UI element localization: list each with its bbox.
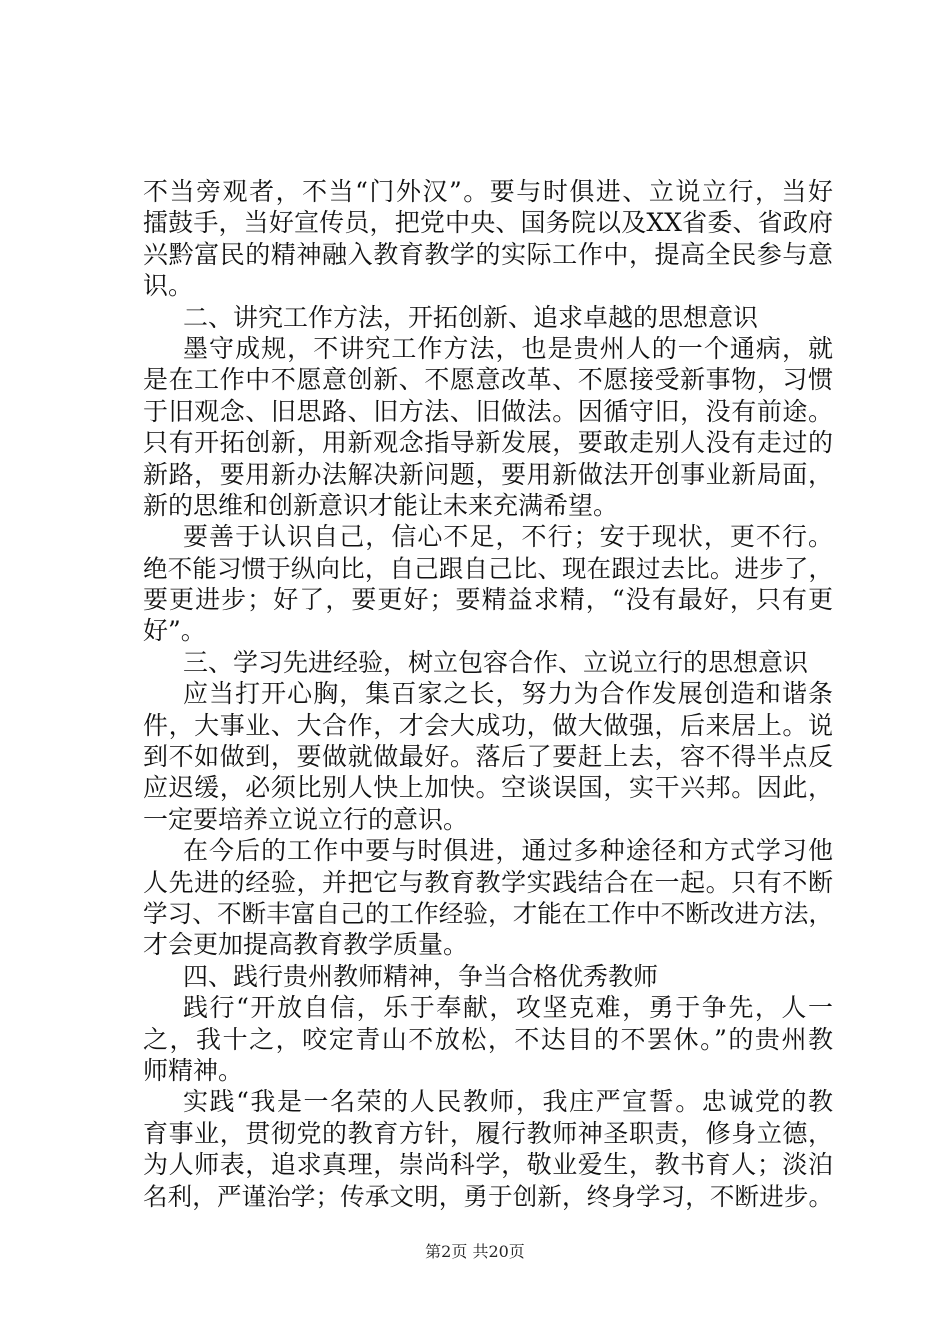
text-line: 于旧观念、旧思路、旧方法、旧做法。因循守旧，没有前途。 — [143, 396, 833, 426]
text-line: 二、讲究工作方法，开拓创新、追求卓越的思想意识 — [183, 302, 759, 332]
text-line: 到不如做到，要做就做最好。落后了要赶上去，容不得半点反 — [143, 742, 833, 772]
text-line: 只有开拓创新，用新观念指导新发展，要敢走别人没有走过的 — [143, 428, 833, 458]
text-line: 实践“我是一名荣的人民教师，我庄严宣誓。忠诚党的教 — [183, 1087, 833, 1117]
text-line: 之，我十之，咬定青山不放松，不达目的不罢休。”的贵州教 — [143, 1024, 833, 1054]
text-line: 识。 — [143, 271, 194, 301]
text-line: 墨守成规，不讲究工作方法，也是贵州人的一个通病，就 — [183, 333, 833, 363]
text-line: 践行“开放自信，乐于奉献，攻坚克难，勇于争先，人一 — [183, 993, 833, 1023]
text-line: 不当旁观者，不当“门外汉”。要与时俱进、立说立行，当好 — [143, 177, 833, 206]
text-line: 要更进步；好了，要更好；要精益求精，“没有最好，只有更 — [143, 585, 833, 615]
document-body — [143, 176, 833, 1212]
text-line: 师精神。 — [143, 1055, 244, 1085]
text-line: 要善于认识自己，信心不足，不行；安于现状，更不行。 — [183, 522, 833, 552]
text-line: 名利，严谨治学；传承文明，勇于创新，终身学习，不断进步。 — [143, 1181, 833, 1211]
text-line: 兴黔富民的精神融入教育教学的实际工作中，提高全民参与意 — [143, 239, 833, 269]
page-footer: 第2页 共20页 — [425, 1242, 525, 1261]
text-line: 三、学习先进经验，树立包容合作、立说立行的思想意识 — [183, 647, 809, 677]
text-line: 好”。 — [143, 616, 206, 646]
text-line: 新路，要用新办法解决新问题，要用新做法开创事业新局面， — [143, 459, 833, 489]
text-line: 擂鼓手，当好宣传员，把党中央、国务院以及XX省委、省政府 — [143, 208, 833, 238]
text-line: 件，大事业、大合作，才会大成功，做大做强，后来居上。说 — [143, 710, 833, 740]
text-line: 四、践行贵州教师精神，争当合格优秀教师 — [183, 961, 659, 991]
text-line: 为人师表，追求真理，崇尚科学，敬业爱生，教书育人；淡泊 — [143, 1150, 833, 1180]
text-line: 新的思维和创新意识才能让未来充满希望。 — [143, 490, 619, 520]
text-line: 在今后的工作中要与时俱进，通过多种途径和方式学习他 — [183, 836, 833, 866]
text-line: 应当打开心胸，集百家之长，努力为合作发展创造和谐条 — [183, 679, 833, 709]
text-line: 是在工作中不愿意创新、不愿意改革、不愿接受新事物，习惯 — [143, 365, 833, 395]
text-line: 学习、不断丰富自己的工作经验，才能在工作中不断改进方法， — [143, 898, 833, 928]
text-line: 绝不能习惯于纵向比，自己跟自己比、现在跟过去比。进步了， — [143, 553, 833, 583]
text-line: 应迟缓，必须比别人快上加快。空谈误国，实干兴邦。因此， — [143, 773, 833, 803]
text-line: 才会更加提高教育教学质量。 — [143, 930, 469, 960]
text-line: 人先进的经验，并把它与教育教学实践结合在一起。只有不断 — [143, 867, 833, 897]
text-line: 育事业，贯彻党的教育方针，履行教师神圣职责，修身立德， — [143, 1118, 833, 1148]
text-line: 一定要培养立说立行的意识。 — [143, 804, 469, 834]
